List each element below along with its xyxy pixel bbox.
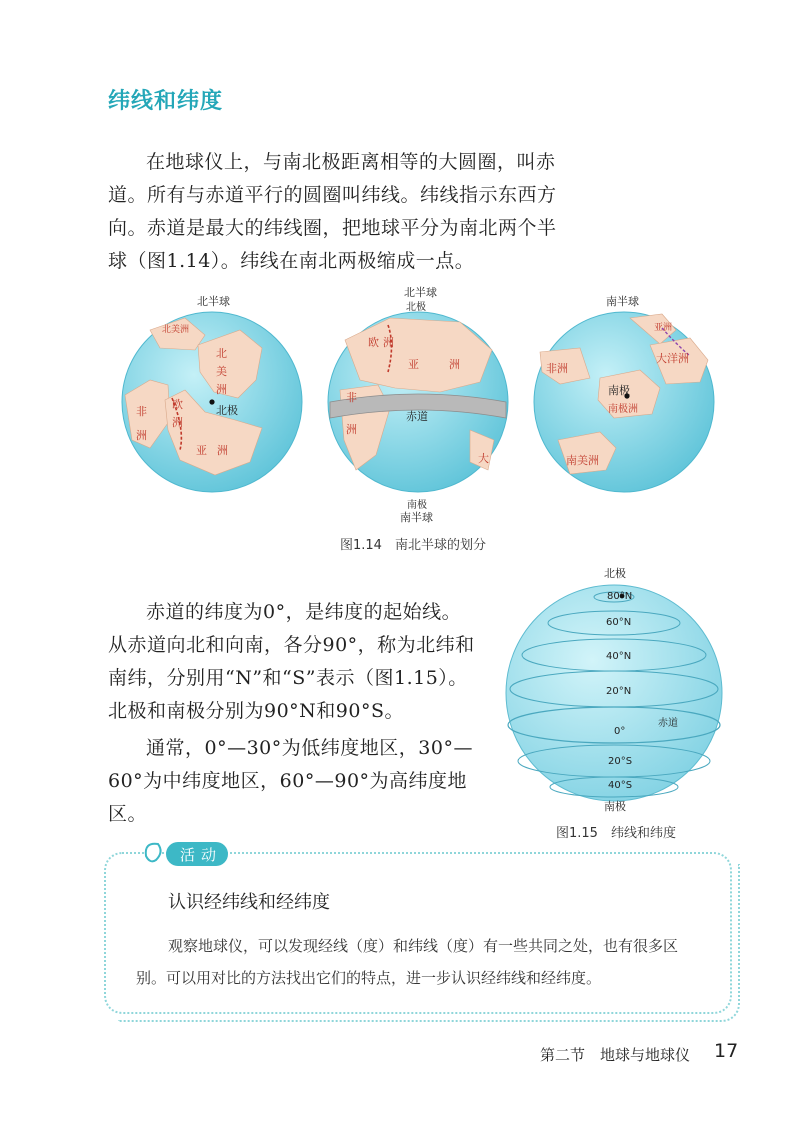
left-globe-title: 北半球 — [197, 295, 230, 308]
page-number: 17 — [714, 1040, 739, 1062]
lat-20n: 20°N — [606, 686, 632, 697]
middle-north-pole: 北极 — [406, 302, 426, 313]
lat-20s: 20°S — [608, 756, 633, 767]
lat-40s: 40°S — [608, 780, 633, 791]
middle-south-pole: 南极 — [407, 500, 427, 511]
right-south-america: 南美洲 — [566, 454, 599, 467]
middle-oceania-partial: 大 — [478, 452, 489, 465]
middle-africa: 非洲 — [346, 391, 357, 436]
globe-north-hemisphere — [122, 312, 302, 492]
left-north-america: 北美洲 — [216, 347, 227, 396]
paragraph-1 — [108, 146, 560, 278]
right-oceania: 大洋洲 — [656, 352, 689, 365]
left-europe: 欧洲 — [172, 398, 183, 429]
paragraph-2-text: 赤道的纬度为0°，是纬度的起始线。从赤道向北和向南，各分90°，称为北纬和南纬，分别用“N”和“S”表示（图1.15）。北极和南极分别为90°N和90°S。 — [108, 601, 475, 722]
right-africa: 非洲 — [546, 362, 568, 375]
lat-0: 0° — [614, 726, 626, 737]
lat-60n: 60°N — [606, 617, 632, 628]
figure-1-15-caption: 图1.15 纬线和纬度 — [556, 826, 676, 841]
fig15-south-pole: 南极 — [604, 800, 626, 813]
leaf-icon — [146, 844, 161, 862]
activity-body — [136, 930, 704, 994]
left-north-america-partial: 北美洲 — [162, 325, 190, 335]
middle-globe-title: 北半球 — [404, 286, 437, 299]
middle-europe: 欧洲 — [368, 336, 398, 349]
right-asia-partial: 亚洲 — [654, 323, 673, 333]
right-globe-title: 南半球 — [606, 295, 639, 308]
fig15-north-pole: 北极 — [604, 567, 626, 580]
section-title: 纬线和纬度 — [108, 89, 224, 114]
footer-section: 第二节 地球与地球仪 — [540, 1046, 691, 1064]
middle-equator: 赤道 — [406, 410, 428, 423]
left-africa: 非洲 — [136, 405, 147, 442]
paragraph-1-text: 在地球仪上，与南北极距离相等的大圆圈，叫赤道。所有与赤道平行的圆圈叫纬线。纬线指示东西方向。赤道是最大的纬线圈，把地球平分为南北两个半球（图1.14）。纬线在南北两极缩成一点。 — [108, 151, 557, 272]
middle-asia: 亚洲 — [408, 358, 490, 371]
fig15-equator: 赤道 — [658, 718, 678, 729]
activity-body-text: 观察地球仪，可以发现经线（度）和纬线（度）有一些共同之处，也有很多区别。可以用对比的方法找出它们的特点，进一步认识经纬线和经纬度。 — [136, 937, 679, 987]
middle-bottom-title: 南半球 — [400, 511, 433, 524]
right-antarctica: 南极洲 — [608, 404, 638, 415]
figure-1-14-globes — [0, 280, 800, 530]
paragraph-2 — [108, 596, 480, 728]
left-globe-pole: 北极 — [216, 404, 238, 417]
activity-badge-label: 活动 — [180, 846, 223, 864]
left-asia: 亚洲 — [196, 444, 238, 457]
lat-80n: 80°N — [607, 591, 633, 602]
lat-40n: 40°N — [606, 651, 632, 662]
activity-badge — [140, 838, 232, 868]
right-south-pole: 南极 — [608, 384, 630, 397]
paragraph-3-text: 通常，0°—30°为低纬度地区，30°—60°为中纬度地区，60°—90°为高纬度地区。 — [108, 737, 473, 825]
paragraph-3 — [108, 732, 480, 831]
activity-title: 认识经纬线和经纬度 — [168, 892, 330, 913]
figure-1-14-caption: 图1.14 南北半球的划分 — [340, 538, 486, 553]
north-pole-dot — [209, 399, 214, 404]
